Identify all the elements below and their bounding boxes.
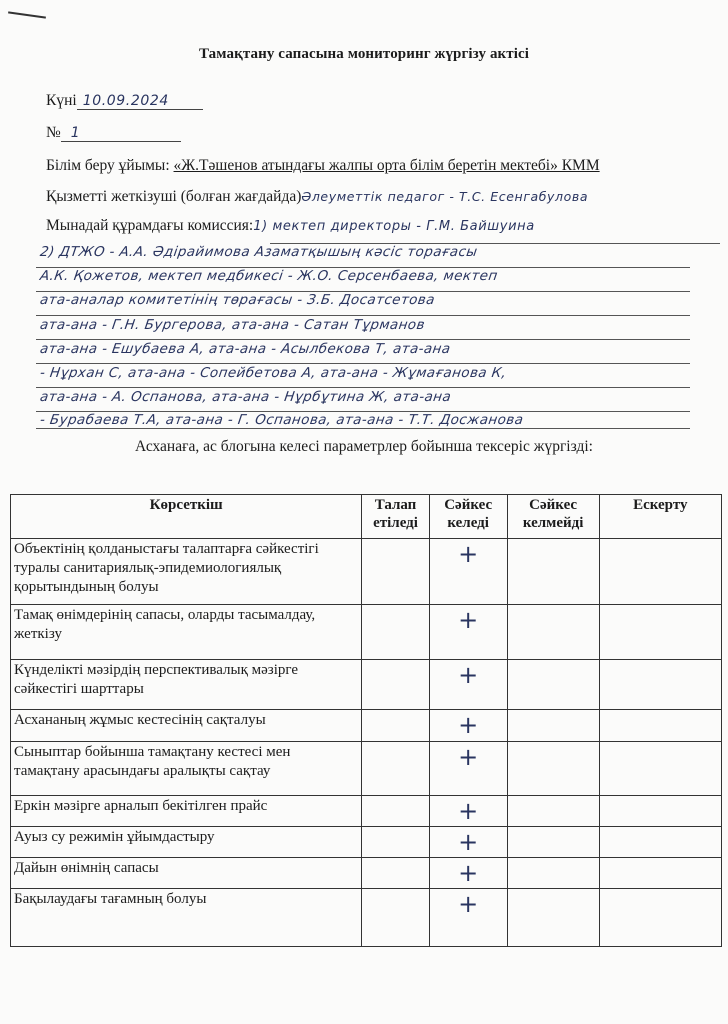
- not-complies-cell: [507, 858, 599, 889]
- indicator-cell: Дайын өнімнің сапасы: [11, 858, 362, 889]
- complies-mark: +: [429, 605, 507, 660]
- number-value: 1: [61, 125, 181, 142]
- not-complies-cell: [507, 710, 599, 742]
- indicator-cell: Еркін мәзірге арналып бекітілген прайс: [11, 796, 362, 827]
- table-row: [11, 889, 722, 947]
- document-title: Тамақтану сапасына мониторинг жүргізу актісі: [198, 46, 530, 62]
- complies-mark: +: [429, 710, 507, 742]
- check-intro: Асханаға, ас блогына келесі параметрлер бойынша тексеріс жүргізді:: [135, 438, 593, 455]
- provider-row: [46, 188, 588, 206]
- complies-mark: +: [429, 889, 507, 947]
- commission-first: 1) мектеп директоры - Г.М. Байшуина: [253, 219, 535, 234]
- note-cell: [599, 827, 721, 858]
- ruled-line: [36, 387, 690, 388]
- ruled-line: [36, 363, 690, 364]
- commission-line: ата-ана - А. Оспанова, ата-ана - Нұрбұтина Ж, ата-ана: [38, 389, 453, 405]
- commission-label: Мынадай құрамдағы комиссия:: [46, 217, 254, 234]
- commission-line: ата-ана - Ешубаева А, ата-ана - Асылбекова Т, ата-ана: [38, 341, 452, 357]
- commission-line: А.К. Қожетов, мектеп медбикесі - Ж.О. Серсенбаева, мектеп: [38, 268, 499, 284]
- header-note: Ескерту: [599, 495, 721, 539]
- table-row: [11, 660, 722, 710]
- corner-pen-mark: [8, 11, 46, 18]
- not-complies-cell: [507, 605, 599, 660]
- complies-mark: +: [429, 660, 507, 710]
- commission-line: - Нұрхан С, ата-ана - Сопейбетова А, ата-ана - Жұмағанова К,: [38, 365, 508, 381]
- indicator-cell: Ауыз су режимін ұйымдастыру: [11, 827, 362, 858]
- note-cell: [599, 539, 721, 605]
- not-complies-cell: [507, 827, 599, 858]
- required-cell: [362, 742, 429, 796]
- required-cell: [362, 539, 429, 605]
- table-row: [11, 605, 722, 660]
- ruled-line: [36, 339, 690, 340]
- indicator-cell: Асхананың жұмыс кестесінің сақталуы: [11, 710, 362, 742]
- commission-row: [46, 217, 535, 235]
- indicator-cell: Тамақ өнімдерінің сапасы, оларды тасымалдау, жеткізу: [11, 605, 362, 660]
- header-indicator: Көрсеткіш: [11, 495, 362, 539]
- header-not-complies: Сәйкес келмейді: [507, 495, 599, 539]
- required-cell: [362, 889, 429, 947]
- required-cell: [362, 796, 429, 827]
- number-row: [46, 124, 181, 142]
- complies-mark: +: [429, 539, 507, 605]
- not-complies-cell: [507, 660, 599, 710]
- table-row: [11, 858, 722, 889]
- indicator-cell: Объектінің қолданыстағы талаптарға сәйкестігі туралы санитариялық-эпидемиологиялық қорытындының болуы: [11, 539, 362, 605]
- parameters-table: [10, 494, 722, 947]
- complies-mark: +: [429, 796, 507, 827]
- required-cell: [362, 827, 429, 858]
- note-cell: [599, 660, 721, 710]
- date-row: [46, 92, 203, 110]
- table-header-row: [11, 495, 722, 539]
- required-cell: [362, 710, 429, 742]
- org-value: «Ж.Тәшенов атындағы жалпы орта білім беретін мектебі» КММ: [173, 157, 600, 174]
- commission-line: ата-аналар комитетінің төрағасы - З.Б. Досатсетова: [38, 292, 437, 308]
- indicator-cell: Бақылаудағы тағамның болуы: [11, 889, 362, 947]
- commission-line: - Бурабаева Т.А, ата-ана - Г. Оспанова, ата-ана - Т.Т. Досжанова: [38, 412, 525, 428]
- date-label: Күні: [46, 92, 77, 109]
- date-value: 10.09.2024: [77, 93, 203, 110]
- ruled-line: [36, 315, 690, 316]
- not-complies-cell: [507, 796, 599, 827]
- required-cell: [362, 605, 429, 660]
- table-row: [11, 796, 722, 827]
- note-cell: [599, 710, 721, 742]
- commission-line: 2) ДТЖО - А.А. Әдірайимова Азаматқышың кәсіс торағасы: [38, 244, 479, 260]
- required-cell: [362, 660, 429, 710]
- required-cell: [362, 858, 429, 889]
- table-row: [11, 742, 722, 796]
- complies-mark: +: [429, 742, 507, 796]
- indicator-cell: Сыныптар бойынша тамақтану кестесі мен тамақтану арасындағы аралықты сақтау: [11, 742, 362, 796]
- header-required: Талап етіледі: [362, 495, 429, 539]
- provider-label: Қызметті жеткізуші (болған жағдайда): [46, 188, 302, 205]
- header-complies: Сәйкес келеді: [429, 495, 507, 539]
- indicator-cell: Күнделікті мәзірдің перспективалық мәзірге сәйкестігі шарттары: [11, 660, 362, 710]
- not-complies-cell: [507, 742, 599, 796]
- org-label: Білім беру ұйымы:: [46, 157, 170, 174]
- org-row: [46, 157, 600, 175]
- note-cell: [599, 858, 721, 889]
- note-cell: [599, 605, 721, 660]
- commission-line: ата-ана - Г.Н. Бургерова, ата-ана - Сатан Тұрманов: [38, 317, 427, 333]
- ruled-line: [36, 428, 690, 429]
- complies-mark: +: [429, 858, 507, 889]
- table-row: [11, 539, 722, 605]
- note-cell: [599, 796, 721, 827]
- note-cell: [599, 742, 721, 796]
- provider-value: Әлеуметтік педагог - Т.С. Есенгабулова: [301, 189, 589, 204]
- complies-mark: +: [429, 827, 507, 858]
- not-complies-cell: [507, 539, 599, 605]
- number-label: №: [46, 124, 61, 141]
- note-cell: [599, 889, 721, 947]
- table-row: [11, 827, 722, 858]
- table-row: [11, 710, 722, 742]
- not-complies-cell: [507, 889, 599, 947]
